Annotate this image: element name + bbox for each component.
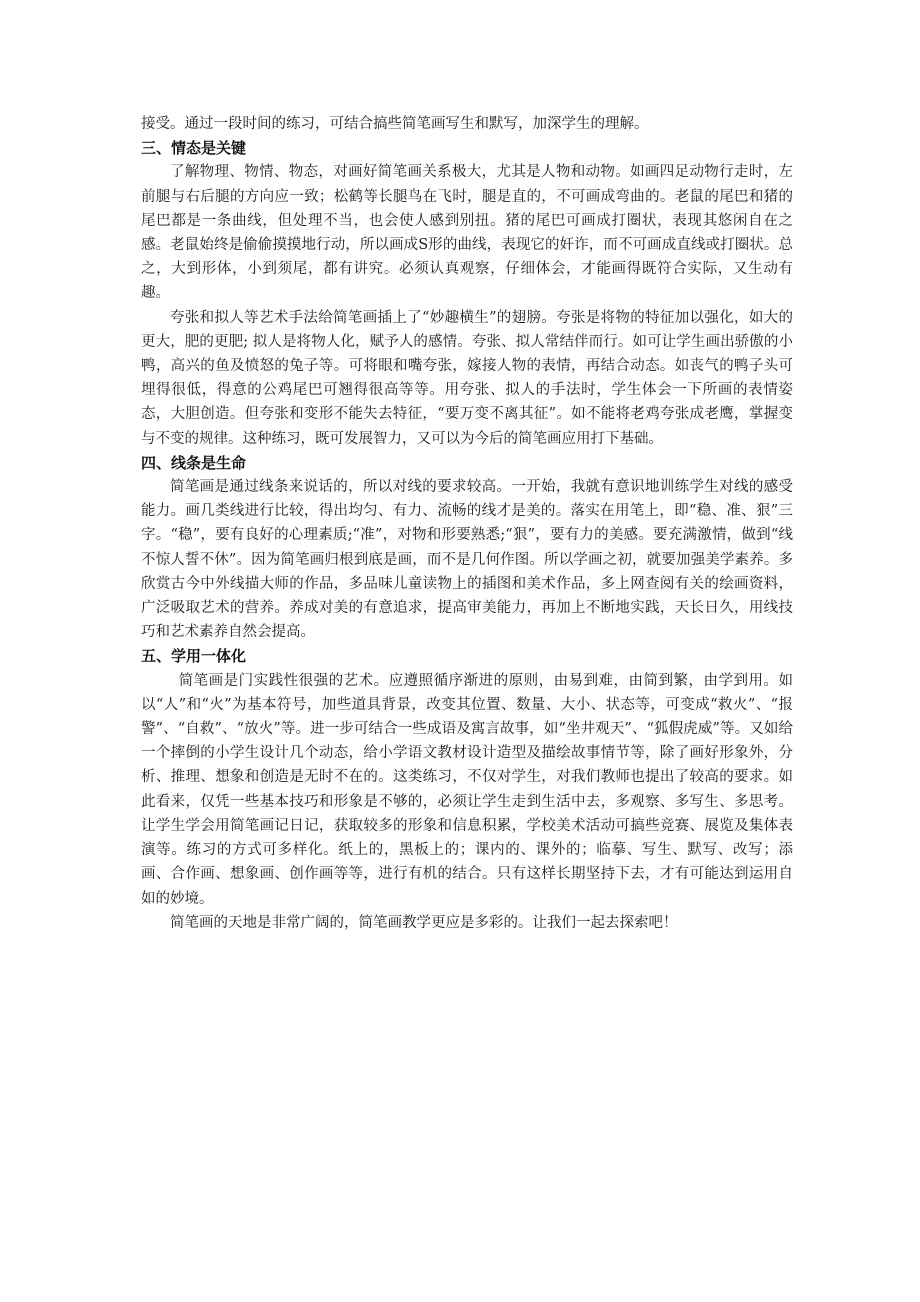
paragraph-closing: 简笔画的天地是非常广阔的，简笔画教学更应是多彩的。让我们一起去探索吧！ bbox=[170, 914, 678, 931]
paragraph-learning-use: 简笔画是门实践性很强的艺术。应遵照循序渐进的原则，由易到难，由简到繁，由学到用。如以“人”和“火”为基本符号，加些道具背景，改变其位置、数量、大小、状态等，可变成“救火”、“报警”、“自救”、“放火”等。进一步可结合一些成语及寓言故事，如“坐井观天”、“狐假虎威”等。又如给一个摔倒的小学生设计几个动态，给小学语文教材设计造型及描绘故事情节等，除了画好形象外，分析、推理、想象和创造是无时不在的。这类练习，不仅对学生，对我们教师也提出了较高的要求。如此看来，仅凭一些基本技巧和形象是不够的，必须让学生走到生活中去，多观察、多写生、多思考。让学生学会用简笔画记日记，获取较多的形象和信息积累，学校美术活动可搞些竞赛、展览及集体表演等。练习的方式可多样化。纸上的，黑板上的；课内的、课外的；临摹、写生、默写、改写；添画、合作画、想象画、创作画等等，进行有机的结合。只有这样长期坚持下去，才有可能达到运用自如的妙境。 bbox=[141, 672, 793, 907]
paragraph-continuation: 接受。通过一段时间的练习，可结合搞些简笔画写生和默写，加深学生的理解。 bbox=[141, 116, 649, 132]
section-heading-emotion: 三、情态是关键 bbox=[141, 139, 247, 158]
section-heading-lines: 四、线条是生命 bbox=[141, 453, 247, 472]
paragraph-emotion-1: 了解物理、物情、物态，对画好简笔画关系极大，尤其是人物和动物。如画四足动物行走时，左前腿与右后腿的方向应一致；松鹤等长腿鸟在飞时，腿是直的，不可画成弯曲的。老鼠的尾巴和猪的尾巴都是一条曲线，但处理不当，也会使人感到别扭。猪的尾巴可画成打圈状，表现其悠闲自在之感。老鼠始终是偷偷摸摸地行动，所以画成S形的曲线，表现它的奸诈，而不可画成直线或打圈状。总之，大到形体，小到须尾，都有讲究。必须认真观察，仔细体会，才能画得既符合实际，又生动有趣。 bbox=[141, 164, 793, 302]
paragraph-lines: 简笔画是通过线条来说话的，所以对线的要求较高。一开始，我就有意识地训练学生对线的感受能力。画几类线进行比较，得出均匀、有力、流畅的线才是美的。落实在用笔上，即“稳、准、狠”三字。“稳”，要有良好的心理素质;“准”，对物和形要熟悉;“狠”，要有力的美感。要充满激情，做到“线不惊人誓不休”。因为简笔画归根到底是画，而不是几何作图。所以学画之初，就要加强美学素养。多欣赏古今中外线描大师的作品，多品味儿童读物上的插图和美术作品，多上网查阅有关的绘画资料，广泛吸取艺术的营养。养成对美的有意追求，提高审美能力，再加上不断地实践，天长日久，用线技巧和艺术素养自然会提高。 bbox=[141, 479, 793, 641]
paragraph-emotion-2: 夸张和拟人等艺术手法给简笔画插上了“妙趣横生”的翅膀。夸张是将物的特征加以强化，如大的更大，肥的更肥; 拟人是将物人化，赋予人的感情。夸张、拟人常结伴而行。如可让学生画出骄傲的小鸭，高兴的鱼及愤怒的兔子等。可将眼和嘴夸张，嫁接人物的表情，再结合动态。如丧气的鸭子头可埋得很低，得意的公鸡尾巴可翘得很高等等。用夸张、拟人的手法时，学生体会一下所画的表情姿态，大胆创造。但夸张和变形不能失去特征，“要万变不离其征”。如不能将老鸡夸张成老鹰，掌握变与不变的规律。这种练习，既可发展智力，又可以为今后的简笔画应用打下基础。 bbox=[141, 309, 793, 447]
section-heading-learning-use: 五、学用一体化 bbox=[141, 647, 247, 666]
document-page bbox=[141, 112, 793, 935]
